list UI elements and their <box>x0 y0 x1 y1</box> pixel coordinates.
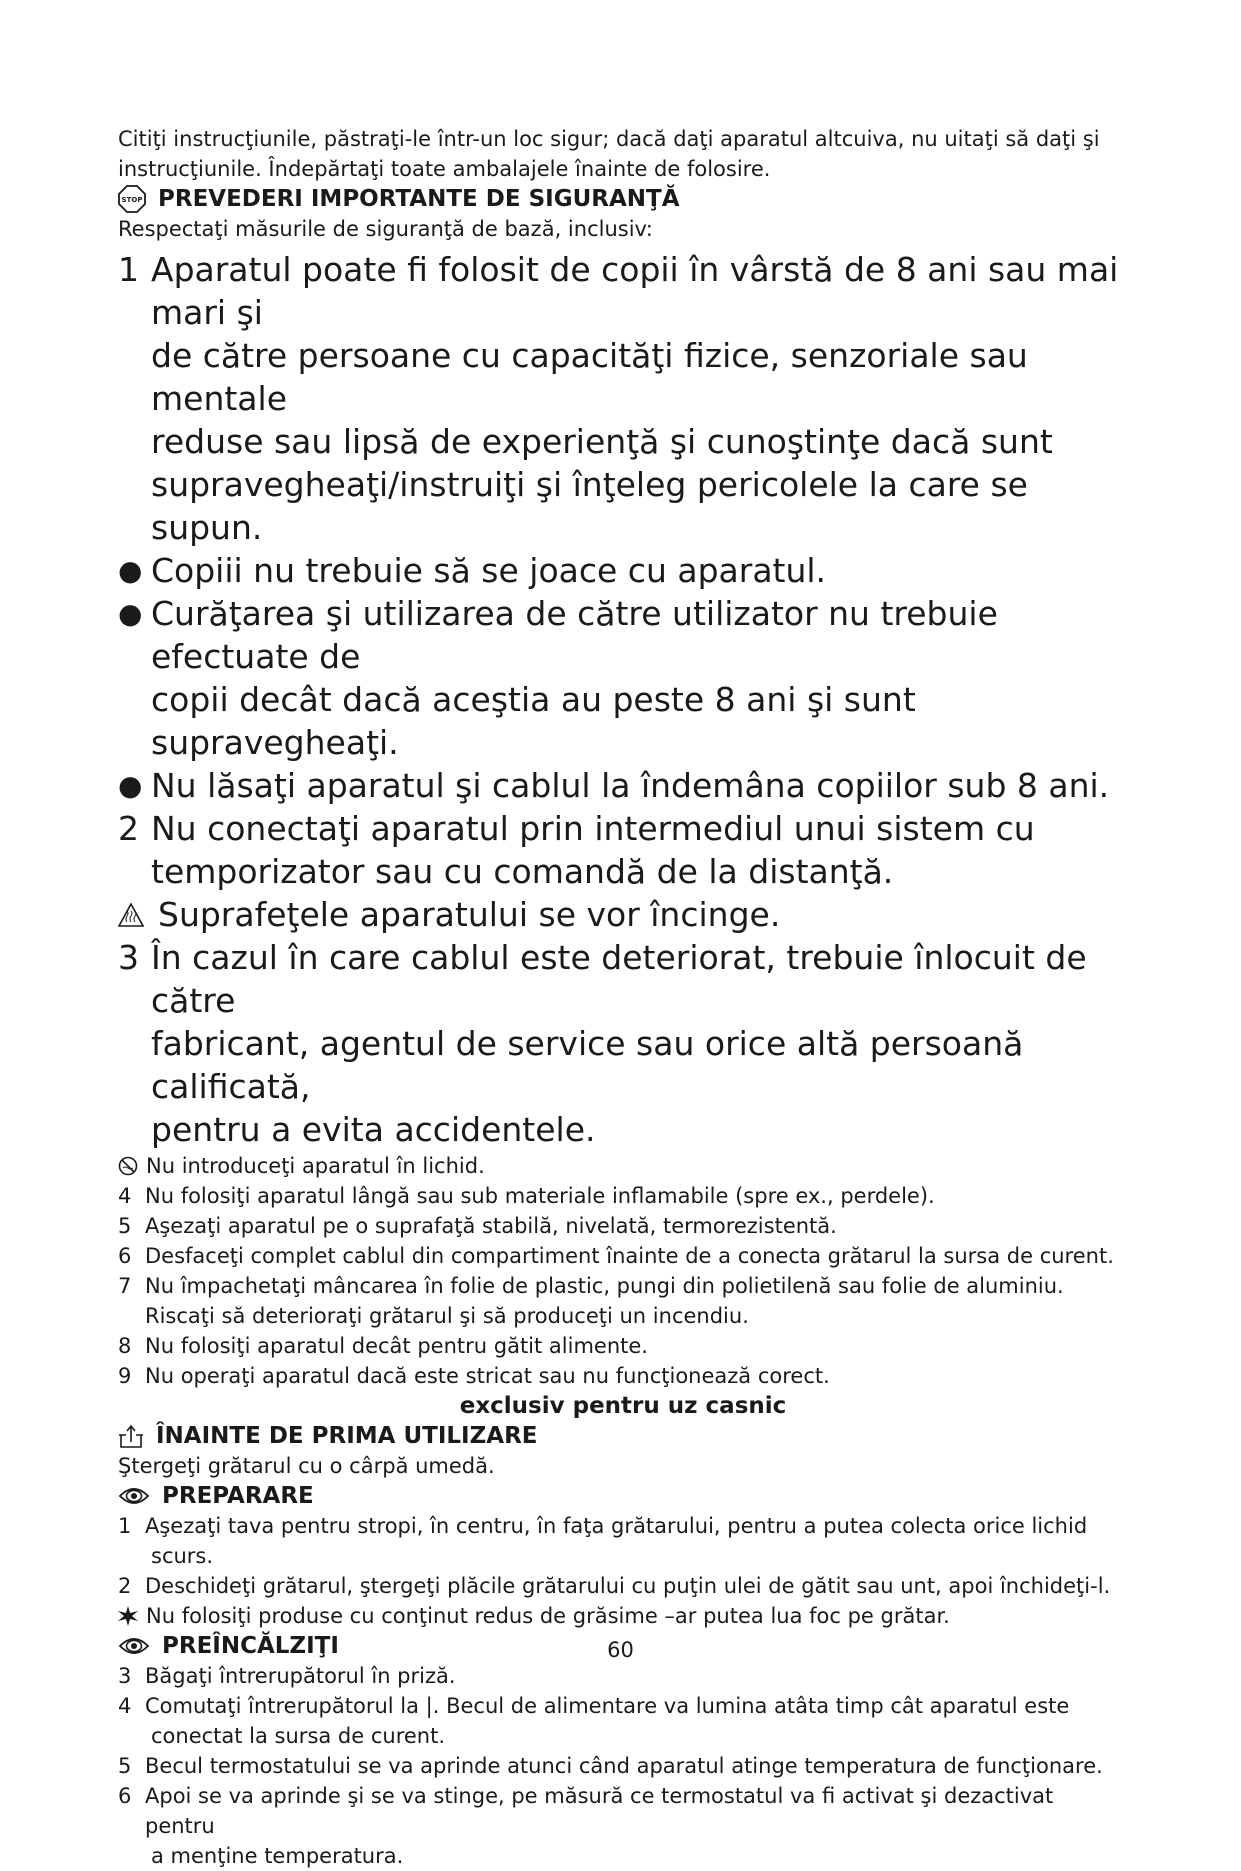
preheat-item-5 <box>118 1751 1128 1781</box>
item-text: Nu conectaţi aparatul prin intermediul unui sistem cu <box>151 809 1035 848</box>
item-number: 1 <box>118 250 139 289</box>
item-number: 6 <box>118 1784 132 1808</box>
preheat-item-3 <box>118 1661 1128 1691</box>
safety-item-4 <box>118 1181 1128 1211</box>
safety-subheading: Respectaţi măsurile de siguranţă de bază, inclusiv: <box>118 217 653 241</box>
safety-heading-text: PREVEDERI IMPORTANTE DE SIGURANŢĂ <box>158 186 680 212</box>
item-text: Băgaţi întrerupătorul în priză. <box>145 1664 456 1688</box>
item-text: reduse sau lipsă de experienţă şi cunoştinţe dacă sunt <box>151 422 1053 461</box>
no-immerse-warning <box>118 1151 1128 1181</box>
household-use-note: exclusiv pentru uz casnic <box>459 1393 787 1419</box>
preparation-item-2 <box>118 1571 1128 1601</box>
item-text: temporizator sau cu comandă de la distanţă. <box>151 852 894 891</box>
bullet-icon: ● <box>118 597 143 630</box>
item-number: 4 <box>118 1694 132 1718</box>
item-number: 9 <box>118 1364 132 1388</box>
preheat-item-6 <box>118 1781 1128 1841</box>
bullet-text: copii decât dacă aceştia au peste 8 ani şi sunt supravegheaţi. <box>151 680 916 762</box>
safety-item-1 <box>118 248 1128 549</box>
item-text: conectat la sursa de curent. <box>151 1724 446 1748</box>
manual-page <box>118 124 1128 1871</box>
sparkle-icon <box>118 1606 138 1626</box>
item-text: Nu folosiţi aparatul decât pentru gătit alimente. <box>145 1334 648 1358</box>
preheat-heading-text: PREÎNCĂLZIŢI <box>162 1633 339 1659</box>
item-text: a menţine temperatura. <box>151 1844 404 1868</box>
item-number: 4 <box>118 1184 132 1208</box>
bullet-text: Curăţarea şi utilizarea de către utilizator nu trebuie efectuate de <box>151 594 998 676</box>
low-fat-warning <box>118 1601 1128 1631</box>
item-number: 1 <box>118 1514 132 1538</box>
hot-surface-icon <box>118 903 144 927</box>
safety-item-8 <box>118 1331 1128 1361</box>
low-fat-text: Nu folosiţi produse cu conţinut redus de grăsime –ar putea lua foc pe grătar. <box>146 1604 950 1628</box>
item-text: Deschideţi grătarul, ştergeţi plăcile grătarului cu puţin ulei de gătit sau unt, apoi închideţi-l. <box>145 1574 1111 1598</box>
item-text: Aşezaţi aparatul pe o suprafaţă stabilă, nivelată, termorezistentă. <box>145 1214 837 1238</box>
safety-item-7 <box>118 1271 1128 1301</box>
before-first-use-heading-text: ÎNAINTE DE PRIMA UTILIZARE <box>156 1423 538 1449</box>
eye-icon <box>118 1486 150 1506</box>
item-text: de către persoane cu capacităţi fizice, senzoriale sau mentale <box>151 336 1028 418</box>
bullet-icon: ● <box>118 769 143 802</box>
intro-line-1: Citiţi instrucţiunile, păstraţi-le într-un loc sigur; dacă daţi aparatul altcuiva, nu uitaţi să daţi şi <box>118 127 1100 151</box>
item-number: 2 <box>118 1574 132 1598</box>
unpack-box-icon <box>118 1423 144 1449</box>
item-number: 7 <box>118 1274 132 1298</box>
no-immerse-icon <box>118 1156 138 1176</box>
hot-surface-warning <box>118 893 1128 936</box>
item-number: 5 <box>118 1214 132 1238</box>
bullet-text: Nu lăsaţi aparatul şi cablul la îndemâna copiilor sub 8 ani. <box>151 766 1110 805</box>
no-immerse-text: Nu introduceţi aparatul în lichid. <box>146 1154 485 1178</box>
bullet-item-3 <box>118 764 1128 807</box>
item-text: Aparatul poate fi folosit de copii în vârstă de 8 ani sau mai mari şi <box>151 250 1119 332</box>
safety-item-2 <box>118 807 1128 893</box>
item-text: Riscaţi să deterioraţi grătarul şi să produceţi un incendiu. <box>145 1304 749 1328</box>
hot-surface-text: Suprafeţele aparatului se vor încinge. <box>158 895 781 934</box>
preparation-item-1 <box>118 1511 1128 1541</box>
safety-heading <box>118 184 1128 214</box>
item-text: Aşezaţi tava pentru stropi, în centru, în faţa grătarului, pentru a putea colecta orice lichid <box>145 1514 1088 1538</box>
item-text: În cazul în care cablul este deteriorat, trebuie înlocuit de către <box>151 938 1087 1020</box>
item-text: supravegheaţi/instruiţi şi înţeleg pericolele la care se supun. <box>151 465 1028 547</box>
item-number: 3 <box>118 938 139 977</box>
safety-item-9 <box>118 1361 1128 1391</box>
item-text: Nu împachetaţi mâncarea în folie de plastic, pungi din polietilenă sau folie de aluminiu. <box>145 1274 1064 1298</box>
intro-line-2: instrucţiunile. Îndepărtaţi toate ambalajele înainte de folosire. <box>118 157 771 181</box>
svg-text:STOP: STOP <box>121 196 143 204</box>
item-text: Nu operaţi aparatul dacă este stricat sau nu funcţionează corect. <box>145 1364 830 1388</box>
page-number: 60 <box>607 1638 634 1662</box>
item-number: 5 <box>118 1754 132 1778</box>
item-text: Comutaţi întrerupătorul la |. Becul de alimentare va lumina atâta timp cât aparatul este <box>145 1694 1070 1718</box>
stop-icon <box>118 185 146 213</box>
item-text: Apoi se va aprinde şi se va stinge, pe măsură ce termostatul va fi activat şi dezactivat pentru <box>145 1784 1054 1838</box>
item-number: 2 <box>118 809 139 848</box>
preheat-item-4 <box>118 1691 1128 1721</box>
item-number: 3 <box>118 1664 132 1688</box>
before-first-use-heading <box>118 1421 1128 1451</box>
bullet-text: Copiii nu trebuie să se joace cu aparatul. <box>151 551 827 590</box>
item-number: 6 <box>118 1244 132 1268</box>
bullet-icon: ● <box>118 554 143 587</box>
preparation-heading-text: PREPARARE <box>162 1483 314 1509</box>
bullet-item-1 <box>118 549 1128 592</box>
safety-item-3 <box>118 936 1128 1151</box>
item-number: 8 <box>118 1334 132 1358</box>
item-text: scurs. <box>151 1544 214 1568</box>
item-text: Desfaceţi complet cablul din compartiment înainte de a conecta grătarul la sursa de curent. <box>145 1244 1114 1268</box>
bullet-item-2 <box>118 592 1128 764</box>
item-text: pentru a evita accidentele. <box>151 1110 596 1149</box>
preparation-heading <box>118 1481 1128 1511</box>
before-first-use-text: Ştergeţi grătarul cu o cârpă umedă. <box>118 1454 495 1478</box>
safety-item-6 <box>118 1241 1128 1271</box>
item-text: Becul termostatului se va aprinde atunci când aparatul atinge temperatura de funcţionare. <box>145 1754 1103 1778</box>
item-text: fabricant, agentul de service sau orice altă persoană calificată, <box>151 1024 1024 1106</box>
safety-item-5 <box>118 1211 1128 1241</box>
item-text: Nu folosiţi aparatul lângă sau sub materiale inflamabile (spre ex., perdele). <box>145 1184 935 1208</box>
